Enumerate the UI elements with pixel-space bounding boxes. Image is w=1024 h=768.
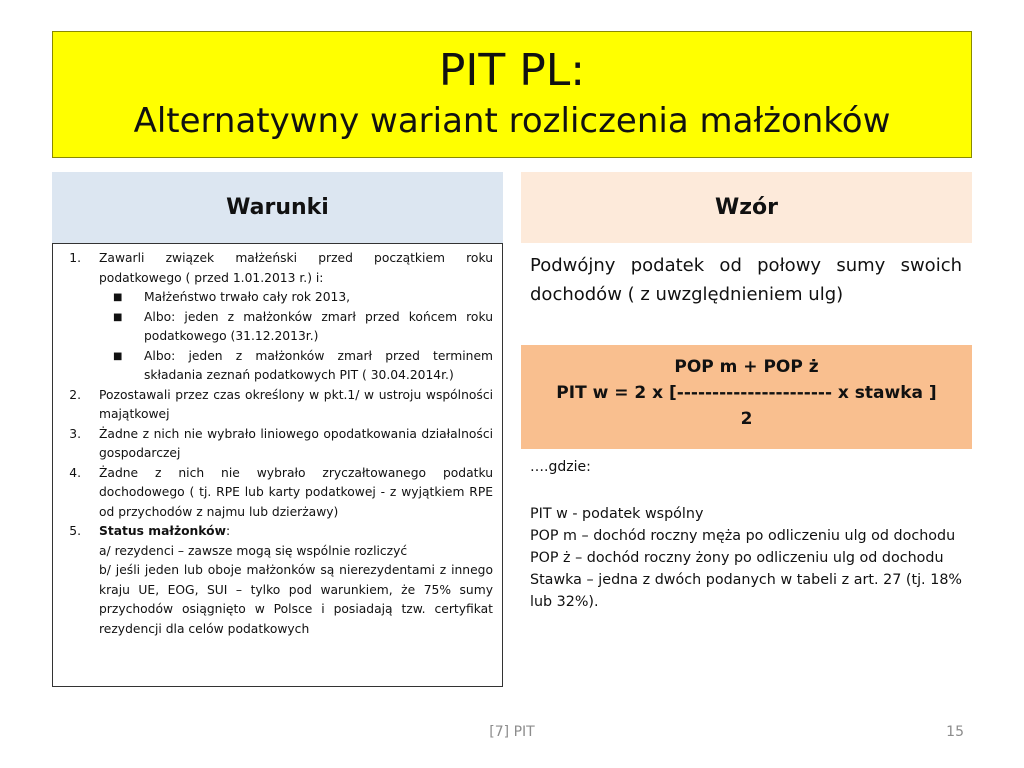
condition-subitem <box>99 308 493 347</box>
residency-rule-b: b/ jeśli jeden lub oboje małżonków są nierezydentami z innego kraju UE, EOG, SUI – tylko pod warunkiem, że 75% sumy przychodów osiągnięto w Polsce i posiadają tzw. certyfikat rezydencji dla celów podatkowych <box>99 563 493 636</box>
definition-item: POP ż – dochód roczny żony po odliczeniu ulg od dochodu <box>530 550 944 566</box>
square-bullet-icon: ■ <box>113 311 123 323</box>
slide-subtitle: Alternatywny wariant rozliczenia małżonków <box>133 101 891 141</box>
condition-text: Żadne z nich nie wybrało zryczałtowanego podatku dochodowego ( tj. RPE lub karty podatkowej - z wyjątkiem RPE od przychodów z najmu lub dzierżawy) <box>99 465 493 519</box>
condition-item <box>61 425 493 464</box>
spouse-status-label: Status małżonków <box>99 524 226 538</box>
residency-rule-a: a/ rezydenci – zawsze mogą się wspólnie rozliczyć <box>99 543 408 558</box>
formula-main: PIT w = 2 x [---------------------- x stawka ] <box>556 383 937 403</box>
condition-text: Pozostawali przez czas określony w pkt.1/ w ustroju wspólności majątkowej <box>99 387 493 421</box>
definitions-list <box>530 503 962 613</box>
condition-text: Zawarli związek małżeński przed początkiem roku podatkowego ( przed 1.01.2013 r.) i: <box>99 251 493 285</box>
definition-item: POP m – dochód roczny męża po odliczeniu ulg od dochodu <box>530 528 956 544</box>
page-number: 15 <box>946 724 964 740</box>
condition-number: 5. <box>69 524 81 538</box>
condition-item <box>61 386 493 425</box>
square-bullet-icon: ■ <box>113 292 123 303</box>
condition-subitem <box>99 347 493 386</box>
condition-subitem-text: Małżeństwo trwało cały rok 2013, <box>144 290 351 304</box>
condition-number: 2. <box>69 387 81 402</box>
formula-description: Podwójny podatek od połowy sumy swoich dochodów ( z uwzględnieniem ulg) <box>530 255 962 305</box>
condition-item <box>61 522 493 639</box>
condition-number: 4. <box>69 465 81 480</box>
formula-box <box>521 345 972 449</box>
formula-denominator: 2 <box>740 409 753 429</box>
spouse-status-colon: : <box>225 524 231 538</box>
where-label: ….gdzie: <box>530 459 591 475</box>
condition-number: 1. <box>69 251 81 265</box>
condition-subitem-text: Albo: jeden z małżonków zmarł przed terminem składania zeznań podatkowych PIT ( 30.04.2014r.) <box>144 348 493 382</box>
condition-sublist <box>99 288 493 386</box>
condition-item <box>61 464 493 523</box>
definition-item: PIT w - podatek wspólny <box>530 506 704 522</box>
condition-text: Żadne z nich nie wybrało liniowego opodatkowania działalności gospodarczej <box>99 426 493 460</box>
condition-number: 3. <box>69 426 81 441</box>
conditions-header: Warunki <box>52 172 503 243</box>
title-box <box>52 31 972 158</box>
slide-title: PIT PL: <box>438 45 586 96</box>
conditions-list <box>61 249 493 639</box>
formula-header: Wzór <box>521 172 972 243</box>
formula-numerator: POP m + POP ż <box>674 357 819 377</box>
definition-item: Stawka – jedna z dwóch podanych w tabeli z art. 27 (tj. 18% lub 32%). <box>530 572 962 610</box>
slide-footer: [7] PIT <box>489 724 535 740</box>
condition-subitem-text: Albo: jeden z małżonków zmarł przed końcem roku podatkowego (31.12.2013r.) <box>144 309 493 343</box>
square-bullet-icon: ■ <box>113 350 123 362</box>
conditions-box <box>52 243 503 687</box>
condition-item <box>61 249 493 386</box>
condition-subitem <box>99 288 493 308</box>
